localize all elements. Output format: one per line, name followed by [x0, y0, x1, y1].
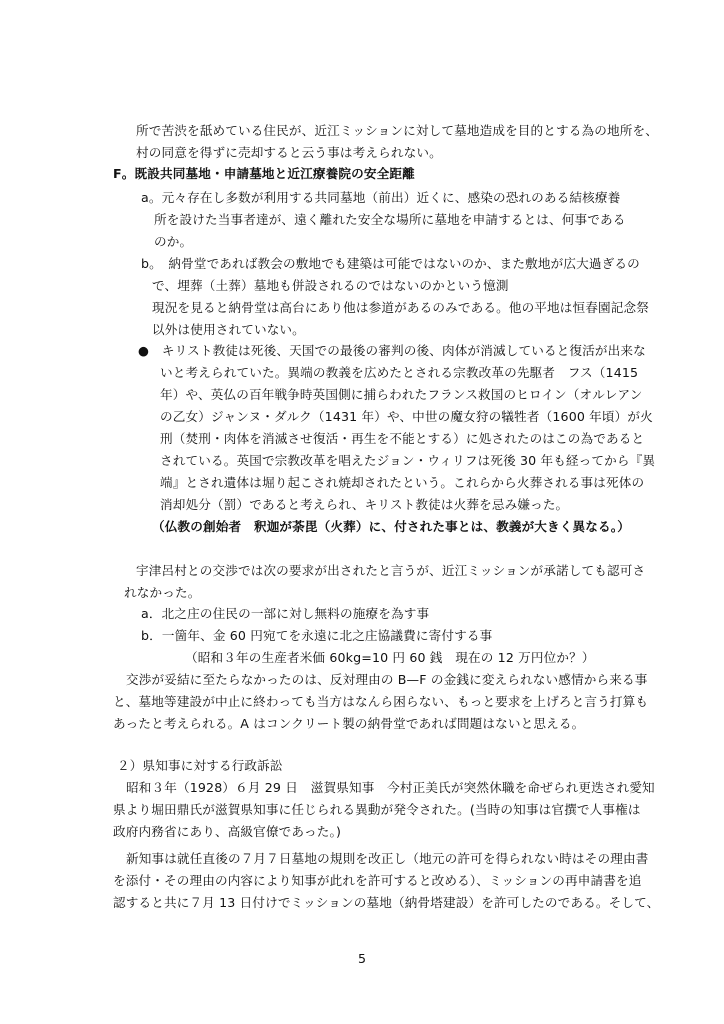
text-line: 所で苦渋を舐めている住民が、近江ミッションに対して墓地造成を目的とする為の地所を、 — [136, 123, 658, 138]
text-line: の乙女）ジャンヌ・ダルク（1431 年）や、中世の魔女狩の犠牲者（1600 年頃）が火 — [160, 409, 653, 424]
text-line: のか。 — [154, 234, 193, 249]
text-line: いと考えられていた。異端の教義を広めたとされる宗教改革の先駆者 フス（1415 — [160, 365, 639, 380]
text-line: 年）や、英仏の百年戦争時英国側に捕らわれたフランス救国のヒロイン（オルレアン — [160, 387, 643, 402]
text-line: 交渉が妥結に至たらなかったのは、反対理由の B—F の金銭に変えられない感情から来る事 — [126, 672, 648, 687]
text-line: 所を設けた当事者達が、遠く離れた安全な場所に墓地を申請するとは、何事である — [154, 212, 626, 227]
text-line: 端』とされ遺体は堀り起こされ焼却されたという。これらから火葬される事は死体の — [160, 475, 645, 490]
rice-price-note: （昭和３年の生産者米価 60kg=10 円 60 銭 現在の 12 万円位か？） — [185, 650, 595, 665]
text-line: 刑（焚刑・肉体を消滅させ復活・再生を不能とする）に処されたのはこの為であると — [160, 431, 645, 446]
text-line: 消却処分（罰）であると考えられ、キリスト教徒は火葬を忌み嫌った。 — [160, 497, 569, 512]
text-line: 認すると共に７月 13 日付けでミッションの墓地（納骨塔建設）を許可したのである。そして、 — [113, 895, 660, 910]
buddhism-note: （仏教の創始者 釈迦が荼毘（火葬）に、付された事とは、教義が大きく異なる。） — [152, 519, 630, 534]
text-line: b。 納骨堂であれば教会の敷地でも建築は可能ではないのか、また敷地が広大過ぎるの — [141, 256, 640, 271]
text-line: 昭和３年（1928）６月 29 日 滋賀県知事 今村正美氏が突然休職を命ぜられ更迭され愛知 — [126, 780, 655, 795]
text-line: 現況を見ると納骨堂は高台にあり他は参道があるのみである。他の平地は恒春園記念祭 — [152, 300, 650, 315]
text-line: 宇津呂村との交渉では次の要求が出されたと言うが、近江ミッションが承諾しても認可さ — [136, 563, 646, 578]
text-line: されている。英国で宗教改革を唱えたジョン・ウィリフは死後 30 年も経ってから『異 — [160, 453, 656, 468]
list-item-b: b．一箇年、金 60 円宛てを永遠に北之庄協議費に寄付する事 — [141, 628, 493, 643]
text-line: a。元々存在し多数が利用する共同墓地（前出）近くに、感染の恐れのある結核療養 — [141, 190, 621, 205]
text-line: あったと考えられる。A はコンクリート製の納骨堂であれば問題はないと思える。 — [113, 716, 585, 731]
text-line: 県より堀田鼎氏が滋賀県知事に任じられる異動が発令された。(当時の知事は官撰で人事権は — [113, 802, 641, 817]
text-line: 政府内務省にあり、高級官僚であった。) — [113, 824, 342, 839]
text-line: れなかった。 — [124, 585, 201, 600]
page-number: 5 — [357, 951, 366, 966]
list-item-a: a．北之庄の住民の一部に対し無料の施療を為す事 — [141, 606, 430, 621]
text-line: で、埋葬（土葬）墓地も併設されるのではないのかという憶測 — [152, 278, 509, 293]
text-line: を添付・その理由の内容により知事が此れを許可すると改める）、ミッションの再申請書を追 — [113, 873, 642, 888]
text-line: と、墓地等建設が中止に終わっても当方はなんら困らない、もっと要求を上げろと言う打算も — [113, 694, 649, 709]
bullet-paragraph-line: ● キリスト教徒は死後、天国での最後の審判の後、肉体が消滅していると復活が出来な — [138, 343, 646, 358]
text-line: 以外は使用されていない。 — [152, 322, 305, 337]
section-heading-f: F。既設共同墓地・申請墓地と近江療養院の安全距離 — [113, 166, 415, 181]
text-line: 村の同意を得ずに売却すると云う事は考えられない。 — [136, 145, 442, 160]
section-heading-2: ２）県知事に対する行政訴訟 — [117, 758, 283, 773]
text-line: 新知事は就任直後の７月７日墓地の規則を改正し（地元の許可を得られない時はその理由書 — [126, 851, 649, 866]
